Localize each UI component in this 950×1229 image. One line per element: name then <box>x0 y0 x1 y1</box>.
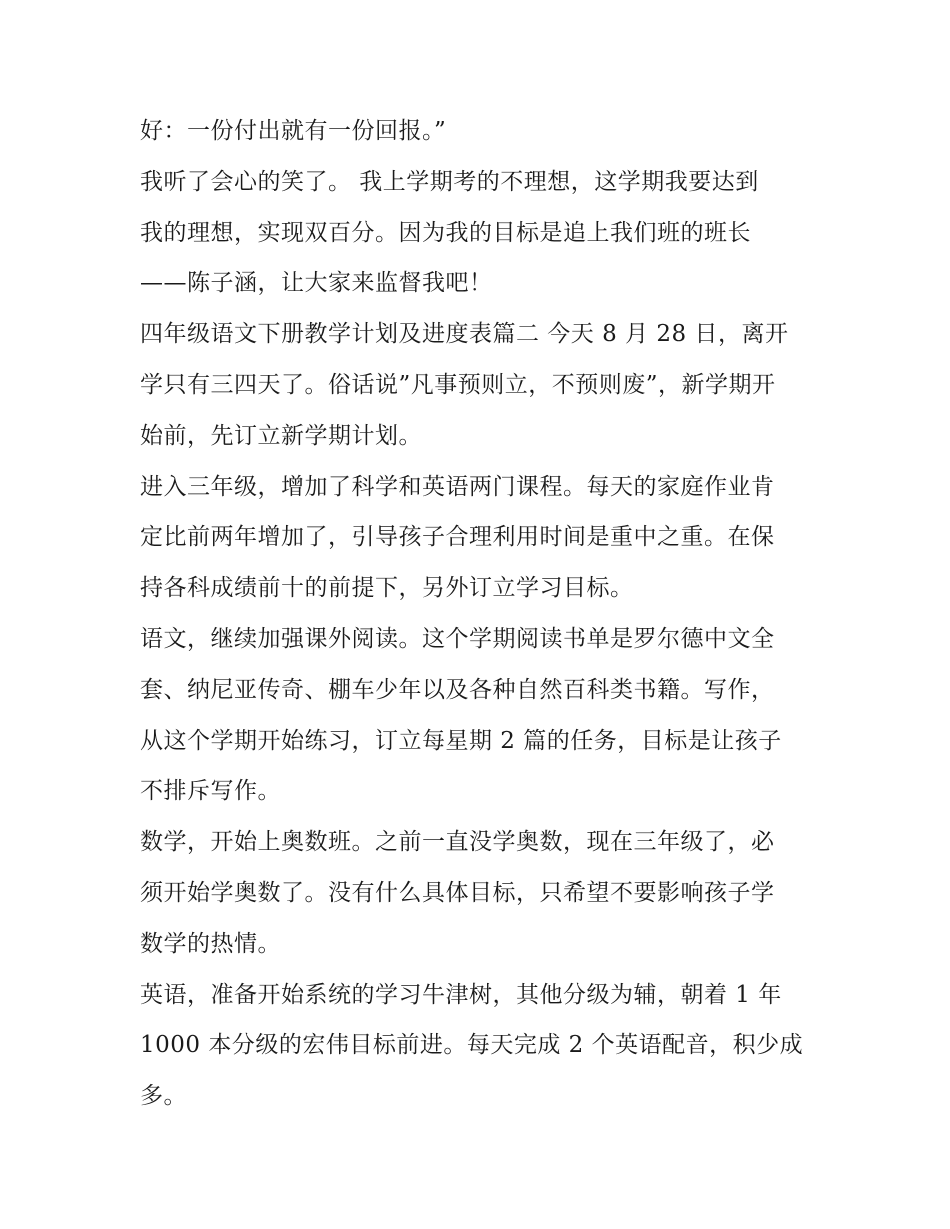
text-line: 进入三年级，增加了科学和英语两门课程。每天的家庭作业肯 <box>140 473 775 500</box>
text-line: 学只有三四天了。俗话说”凡事预则立，不预则废”，新学期开 <box>140 371 776 398</box>
text-line: 四年级语文下册教学计划及进度表篇二 今天 8 月 28 日，离开 <box>140 321 789 348</box>
text-line: 数学，开始上奥数班。之前一直没学奥数，现在三年级了，必 <box>140 829 775 856</box>
text-line: 语文，继续加强课外阅读。这个学期阅读书单是罗尔德中文全 <box>140 625 775 652</box>
text-line: 好：一份付出就有一份回报。” <box>140 118 447 144</box>
text-line: 持各科成绩前十的前提下，另外订立学习目标。 <box>140 575 634 602</box>
text-line: 多。 <box>140 1083 187 1110</box>
text-line: 定比前两年增加了，引导孩子合理利用时间是重中之重。在保 <box>140 524 775 551</box>
text-line: 英语，准备开始系统的学习牛津树，其他分级为辅，朝着 1 年 <box>140 981 782 1008</box>
text-line: 我的理想，实现双百分。因为我的目标是追上我们班的班长 <box>140 219 751 246</box>
text-line: 须开始学奥数了。没有什么具体目标，只希望不要影响孩子学 <box>140 879 775 906</box>
document-body <box>140 112 812 1128</box>
text-line: 不排斥写作。 <box>140 778 281 805</box>
text-line: 套、纳尼亚传奇、棚车少年以及各种自然百科类书籍。写作， <box>140 676 775 703</box>
text-line: ——陈子涵，让大家来监督我吧！ <box>140 270 493 297</box>
text-line: 始前，先订立新学期计划。 <box>140 422 422 449</box>
text-line: 从这个学期开始练习，订立每星期 2 篇的任务，目标是让孩子 <box>140 727 782 754</box>
text-line: 我听了会心的笑了。 我上学期考的不理想，这学期我要达到 <box>140 168 759 195</box>
text-line: 1000 本分级的宏伟目标前进。每天完成 2 个英语配音，积少成 <box>140 1032 804 1059</box>
text-line: 数学的热情。 <box>140 930 281 957</box>
